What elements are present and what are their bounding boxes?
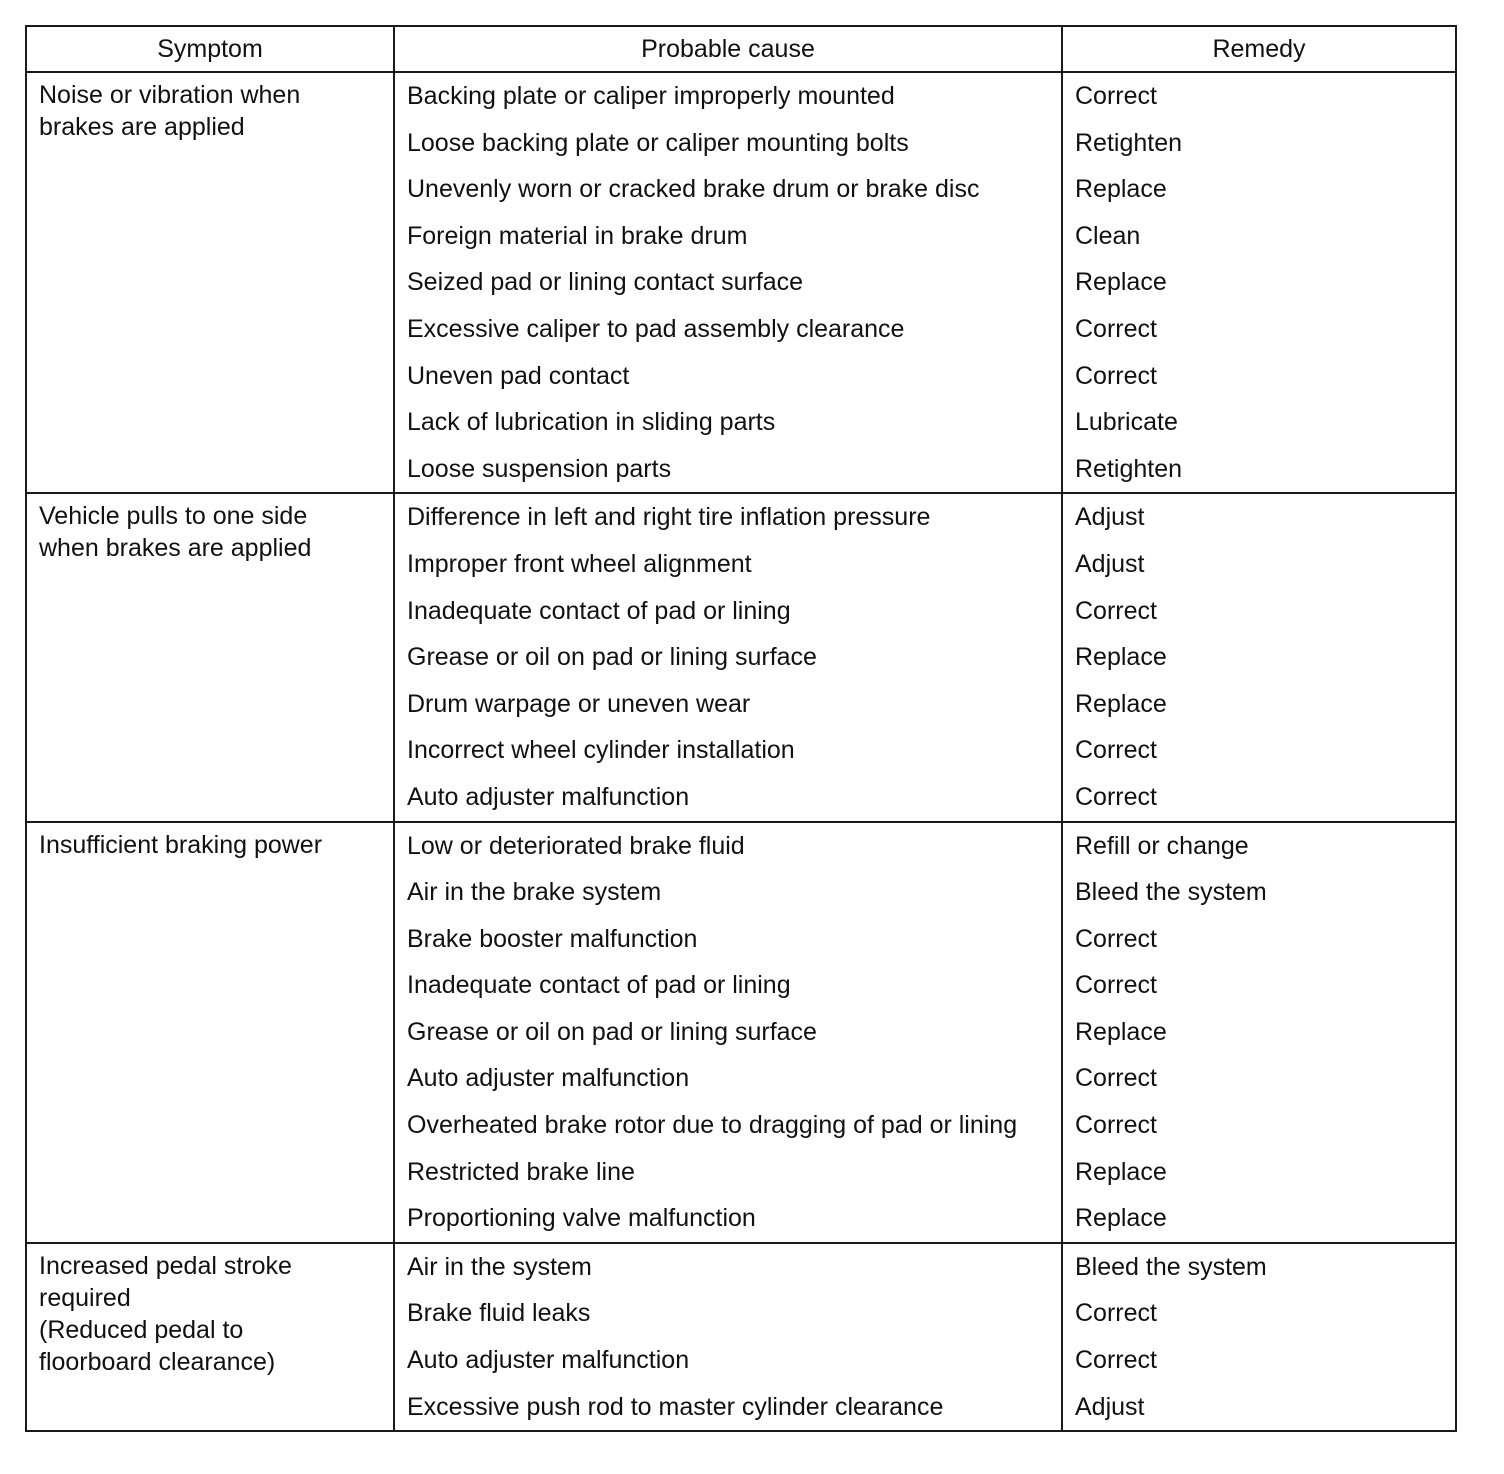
- probable-cause-text: Air in the system: [407, 1252, 592, 1281]
- probable-cause-cell: [394, 1243, 1062, 1431]
- remedy-text: Replace: [1075, 643, 1167, 672]
- remedy-text: Replace: [1075, 1204, 1167, 1233]
- remedy-text: Correct: [1075, 361, 1157, 390]
- probable-cause-text: Incorrect wheel cylinder installation: [407, 736, 795, 765]
- probable-cause-text: Inadequate contact of pad or lining: [407, 596, 791, 625]
- probable-cause-text: Lack of lubrication in sliding parts: [407, 408, 776, 437]
- remedy-text: Replace: [1075, 268, 1167, 297]
- remedy-text: Clean: [1075, 221, 1141, 250]
- probable-cause-text: Loose backing plate or caliper mounting bolts: [407, 128, 909, 157]
- remedy-cell: [1062, 822, 1456, 1243]
- probable-cause-cell: [394, 72, 1062, 493]
- probable-cause-cell: [394, 822, 1062, 1243]
- symptom-text: Vehicle pulls to one side: [39, 502, 308, 531]
- symptom-cell: [26, 1243, 394, 1431]
- header-row: [26, 26, 1456, 72]
- remedy-text: Correct: [1075, 736, 1157, 765]
- troubleshooting-sheet: [25, 25, 1455, 1432]
- probable-cause-text: Excessive push rod to master cylinder clearance: [407, 1392, 944, 1421]
- remedy-text: Adjust: [1075, 503, 1145, 532]
- probable-cause-text: Air in the brake system: [407, 878, 662, 907]
- symptom-text: brakes are applied: [39, 113, 245, 141]
- probable-cause-text: Grease or oil on pad or lining surface: [407, 1017, 817, 1046]
- remedy-cell: [1062, 1243, 1456, 1431]
- remedy-text: Correct: [1075, 1299, 1157, 1328]
- symptom-cell: [26, 493, 394, 821]
- probable-cause-text: Excessive caliper to pad assembly clearance: [407, 314, 905, 343]
- remedy-text: Replace: [1075, 689, 1167, 718]
- probable-cause-text: Uneven pad contact: [407, 361, 630, 390]
- remedy-text: Correct: [1075, 596, 1157, 625]
- symptom-text: floorboard clearance): [39, 1347, 276, 1376]
- remedy-text: Adjust: [1075, 1392, 1145, 1421]
- remedy-text: Replace: [1075, 1157, 1167, 1186]
- symptom-text: when brakes are applied: [39, 534, 312, 563]
- symptom-text: Insufficient braking power: [39, 830, 323, 859]
- probable-cause-text: Low or deteriorated brake fluid: [407, 831, 745, 860]
- remedy-text: Correct: [1075, 924, 1157, 953]
- remedy-text: Replace: [1075, 1017, 1167, 1046]
- symptom-group: [26, 72, 1456, 493]
- remedy-text: Bleed the system: [1075, 1252, 1267, 1281]
- probable-cause-text: Proportioning valve malfunction: [407, 1204, 756, 1233]
- remedy-text: Retighten: [1075, 128, 1183, 157]
- probable-cause-text: Restricted brake line: [407, 1157, 635, 1186]
- remedy-text: Adjust: [1075, 549, 1145, 578]
- probable-cause-text: Improper front wheel alignment: [407, 549, 752, 578]
- remedy-text: Lubricate: [1075, 408, 1178, 437]
- header-probable-cause: Probable cause: [394, 26, 1062, 72]
- probable-cause-text: Foreign material in brake drum: [407, 221, 748, 250]
- symptom-cell: [26, 72, 394, 493]
- probable-cause-text: Loose suspension parts: [407, 454, 672, 483]
- remedy-text: Correct: [1075, 314, 1157, 343]
- header-remedy: Remedy: [1062, 26, 1456, 72]
- remedy-text: Bleed the system: [1075, 878, 1267, 907]
- remedy-text: Correct: [1075, 82, 1157, 110]
- header-symptom: Symptom: [26, 26, 394, 72]
- symptom-group: [26, 493, 1456, 821]
- probable-cause-text: Inadequate contact of pad or lining: [407, 971, 791, 1000]
- probable-cause-text: Backing plate or caliper improperly mounted: [407, 82, 895, 110]
- remedy-cell: [1062, 493, 1456, 821]
- symptom-group: [26, 822, 1456, 1243]
- remedy-text: Correct: [1075, 1111, 1157, 1140]
- remedy-cell: [1062, 72, 1456, 493]
- remedy-text: Refill or change: [1075, 831, 1249, 860]
- symptom-text: Noise or vibration when: [39, 81, 301, 109]
- probable-cause-text: Grease or oil on pad or lining surface: [407, 643, 817, 672]
- troubleshooting-table: [25, 25, 1457, 1432]
- table-body: [26, 72, 1456, 1431]
- remedy-text: Retighten: [1075, 454, 1183, 483]
- symptom-text: (Reduced pedal to: [39, 1315, 244, 1344]
- symptom-group: [26, 1243, 1456, 1431]
- remedy-text: Correct: [1075, 1064, 1157, 1093]
- remedy-text: Correct: [1075, 1346, 1157, 1375]
- remedy-text: Correct: [1075, 782, 1157, 811]
- symptom-text: required: [39, 1283, 131, 1312]
- symptom-cell: [26, 822, 394, 1243]
- probable-cause-text: Auto adjuster malfunction: [407, 1346, 690, 1375]
- probable-cause-text: Auto adjuster malfunction: [407, 1064, 690, 1093]
- probable-cause-cell: [394, 493, 1062, 821]
- probable-cause-text: Overheated brake rotor due to dragging of pad or lining: [407, 1111, 1018, 1140]
- probable-cause-text: Unevenly worn or cracked brake drum or brake disc: [407, 175, 980, 204]
- probable-cause-text: Seized pad or lining contact surface: [407, 268, 804, 297]
- probable-cause-text: Auto adjuster malfunction: [407, 782, 690, 811]
- remedy-text: Correct: [1075, 971, 1157, 1000]
- probable-cause-text: Drum warpage or uneven wear: [407, 689, 751, 718]
- symptom-text: Increased pedal stroke: [39, 1251, 292, 1280]
- remedy-text: Replace: [1075, 175, 1167, 204]
- probable-cause-text: Brake fluid leaks: [407, 1299, 591, 1328]
- probable-cause-text: Difference in left and right tire inflation pressure: [407, 503, 931, 532]
- probable-cause-text: Brake booster malfunction: [407, 924, 698, 953]
